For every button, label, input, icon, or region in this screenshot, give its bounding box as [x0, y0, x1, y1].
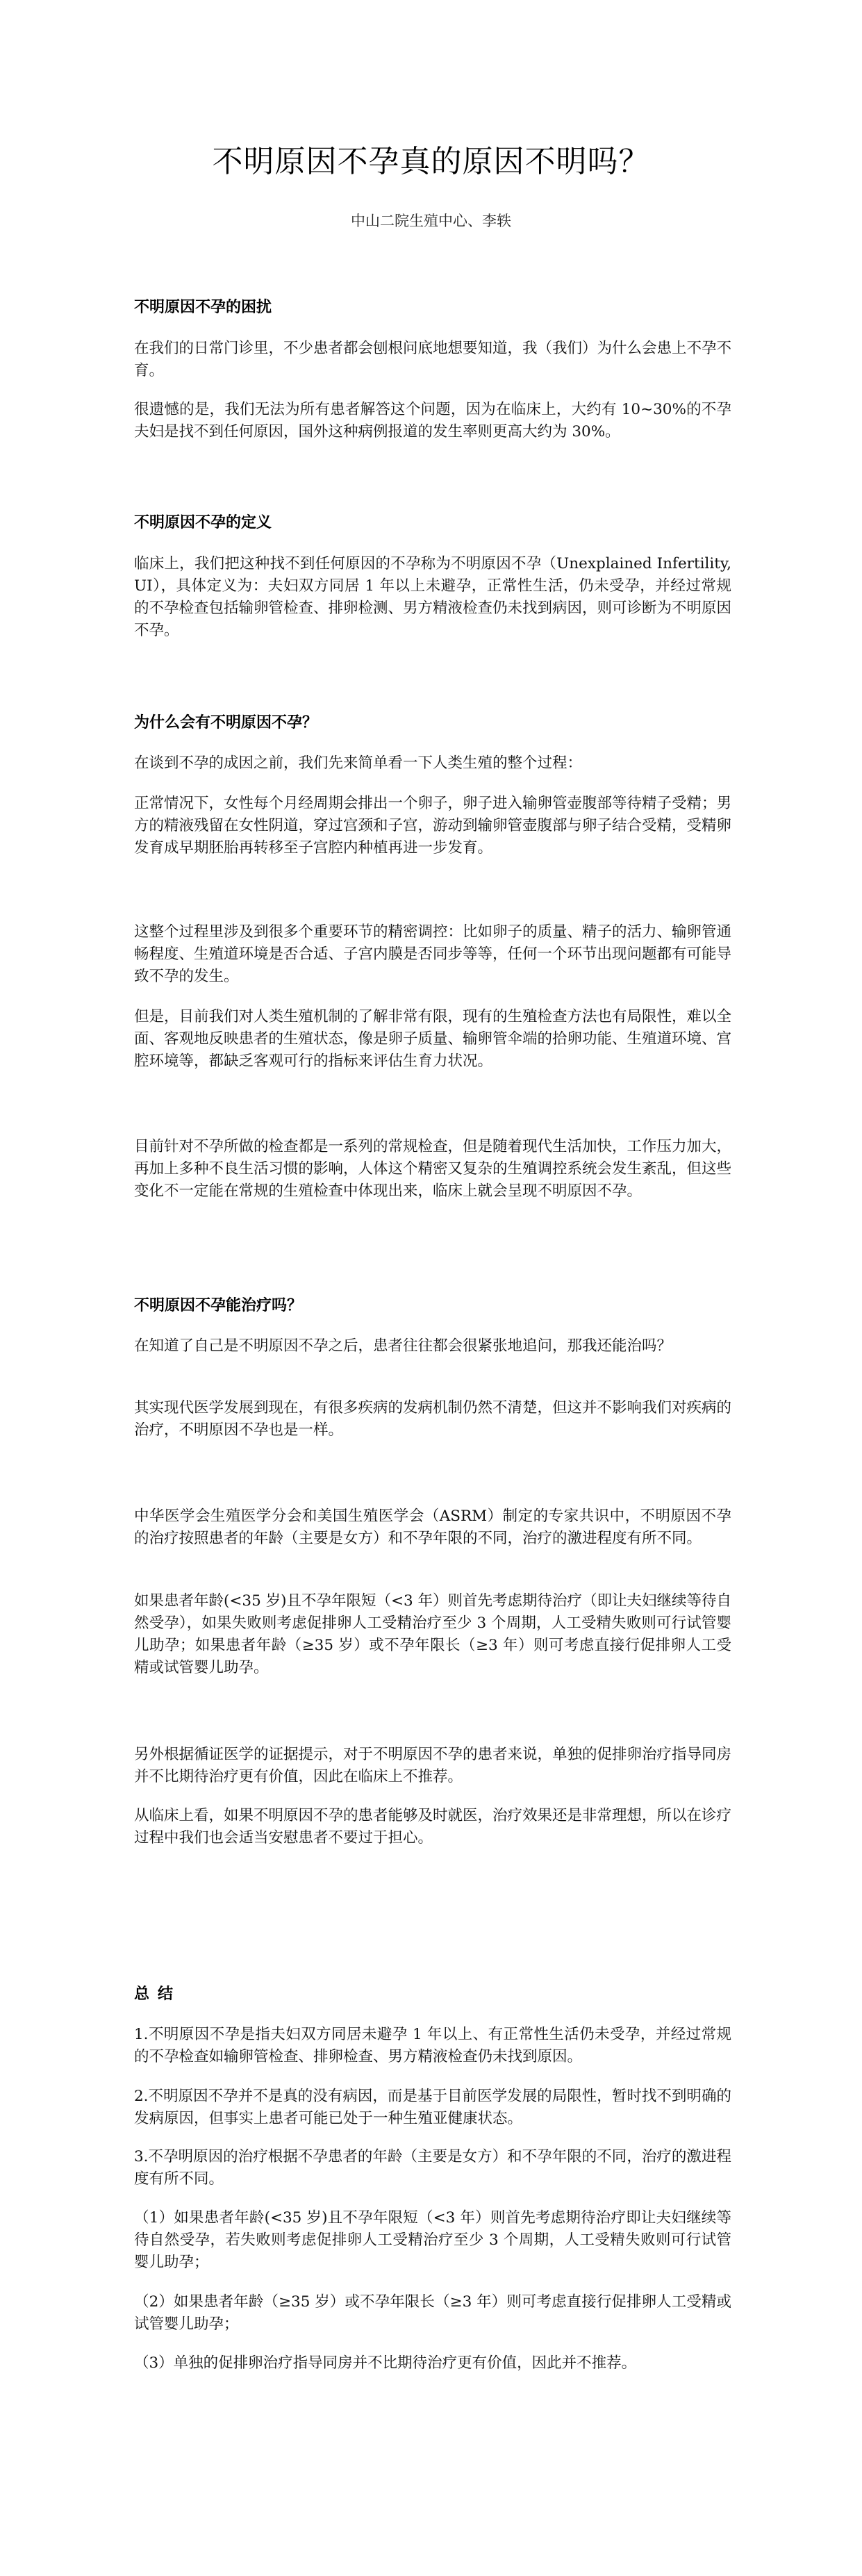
section-heading-definition: 不明原因不孕的定义 — [134, 514, 272, 531]
section-heading-treatment: 不明原因不孕能治疗吗？ — [134, 1297, 303, 1314]
author-line: 中山二院生殖中心、李轶 — [351, 213, 511, 229]
paragraph: 这整个过程里涉及到很多个重要环节的精密调控：比如卵子的质量、精子的活力、输卵管通畅程度、生殖道环境是否合适、子宫内膜是否同步等等，任何一个环节出现问题都有可能导致不孕的发生。 — [134, 923, 732, 985]
paragraph: 目前针对不孕所做的检查都是一系列的常规检查，但是随着现代生活加快，工作压力加大，再加上多种不良生活习惯的影响，人体这个精密又复杂的生殖调控系统会发生紊乱，但这些变化不一定能在常规的生殖检查中体现出来，临床上就会呈现不明原因不孕。 — [134, 1138, 732, 1200]
summary-item: 2.不明原因不孕并不是真的没有病因，而是基于目前医学发展的局限性，暂时找不到明确的发病原因，但事实上患者可能已处于一种生殖亚健康状态。 — [134, 2088, 731, 2127]
paragraph: 很遗憾的是，我们无法为所有患者解答这个问题，因为在临床上，大约有 10~30%的不孕夫妇是找不到任何原因，国外这种病例报道的发生率则更高大约为 30%。 — [134, 401, 731, 440]
paragraph: 但是，目前我们对人类生殖机制的了解非常有限，现有的生殖检查方法也有局限性，难以全面、客观地反映患者的生殖状态，像是卵子质量、输卵管伞端的拾卵功能、生殖道环境、宫腔环境等，都缺乏客观可行的指标来评估生育力状况。 — [134, 1008, 732, 1070]
summary-item: （1）如果患者年龄(<35 岁)且不孕年限短（<3 年）则首先考虑期待治疗即让夫妇继续等待自然受孕，若失败则考虑促排卵人工受精治疗至少 3 个周期，人工受精失败则可行试管婴儿助孕； — [134, 2209, 731, 2271]
section-heading-troubles: 不明原因不孕的困扰 — [134, 299, 272, 316]
paragraph: 在知道了自己是不明原因不孕之后，患者往往都会很紧张地追问，那我还能治吗？ — [134, 1337, 672, 1355]
paragraph: 在谈到不孕的成因之前，我们先来简单看一下人类生殖的整个过程： — [134, 754, 583, 772]
paragraph: 如果患者年龄(<35 岁)且不孕年限短（<3 年）则首先考虑期待治疗（即让夫妇继续等待自然受孕），如果失败则考虑促排卵人工受精治疗至少 3 个周期，人工受精失败则可行试管婴儿助孕；如果患者年龄（≥35 岁）或不孕年限长（≥3 年）则可考虑直接行促排卵人工受精或试管婴儿助孕。 — [134, 1592, 732, 1676]
summary-item: （2）如果患者年龄（≥35 岁）或不孕年限长（≥3 年）则可考虑直接行促排卵人工受精或试管婴儿助孕； — [134, 2293, 731, 2333]
paragraph: 在我们的日常门诊里，不少患者都会刨根问底地想要知道，我（我们）为什么会患上不孕不育。 — [134, 340, 732, 379]
summary-item: （3）单独的促排卵治疗指导同房并不比期待治疗更有价值，因此并不推荐。 — [134, 2354, 637, 2372]
paragraph: 临床上，我们把这种找不到任何原因的不孕称为不明原因不孕（Unexplained Infertility, UI），具体定义为：夫妇双方同居 1 年以上未避孕，正常性生活，仍未受孕，并经过常规的不孕检查包括输卵管检查、排卵检测、男方精液检查仍未找到病因，则可诊断为不明原因不孕。 — [134, 555, 732, 639]
paragraph: 中华医学会生殖医学分会和美国生殖医学会（ASRM）制定的专家共识中，不明原因不孕的治疗按照患者的年龄（主要是女方）和不孕年限的不同，治疗的激进程度有所不同。 — [134, 1508, 731, 1547]
summary-item: 3.不孕明原因的治疗根据不孕患者的年龄（主要是女方）和不孕年限的不同，治疗的激进程度有所不同。 — [134, 2148, 731, 2188]
paragraph: 从临床上看，如果不明原因不孕的患者能够及时就医，治疗效果还是非常理想，所以在诊疗过程中我们也会适当安慰患者不要过于担心。 — [134, 1807, 732, 1847]
section-heading-summary: 总结 — [134, 1985, 182, 2003]
paragraph: 正常情况下，女性每个月经周期会排出一个卵子，卵子进入输卵管壶腹部等待精子受精；男方的精液残留在女性阴道，穿过宫颈和子宫，游动到输卵管壶腹部与卵子结合受精，受精卵发育成早期胚胎再转移至子宫腔内种植再进一步发育。 — [134, 795, 732, 857]
summary-item: 1.不明原因不孕是指夫妇双方同居未避孕 1 年以上、有正常性生活仍未受孕，并经过常规的不孕检查如输卵管检查、排卵检查、男方精液检查仍未找到原因。 — [134, 2026, 731, 2065]
section-heading-why: 为什么会有不明原因不孕？ — [134, 714, 318, 732]
paragraph: 另外根据循证医学的证据提示，对于不明原因不孕的患者来说，单独的促排卵治疗指导同房并不比期待治疗更有价值，因此在临床上不推荐。 — [134, 1746, 732, 1785]
page-title: 不明原因不孕真的原因不明吗？ — [212, 144, 650, 179]
paragraph: 其实现代医学发展到现在，有很多疾病的发病机制仍然不清楚，但这并不影响我们对疾病的治疗，不明原因不孕也是一样。 — [134, 1399, 732, 1439]
